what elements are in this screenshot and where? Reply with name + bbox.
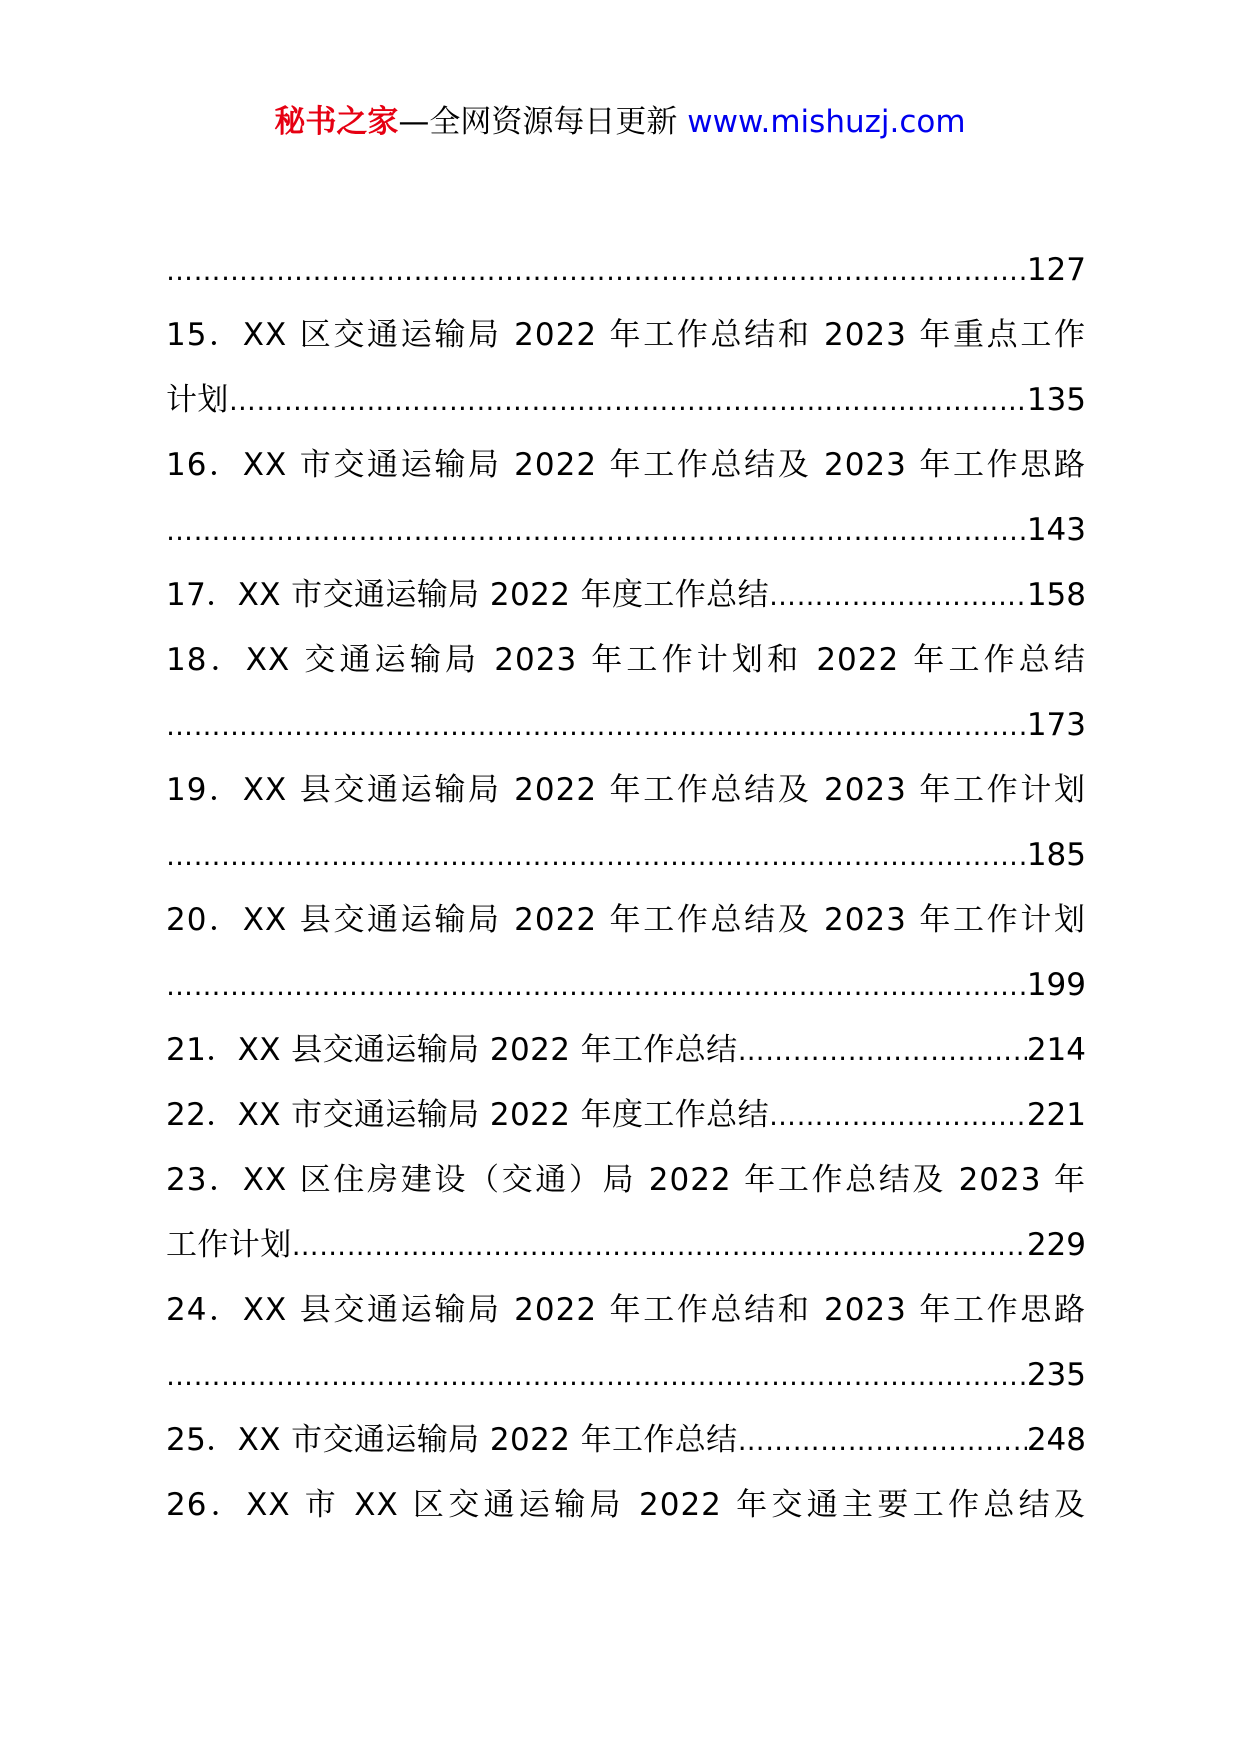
toc-line[interactable] bbox=[166, 888, 1086, 953]
toc-line[interactable] bbox=[166, 628, 1086, 693]
toc-line[interactable] bbox=[166, 1018, 1086, 1083]
dot-leader bbox=[292, 1214, 1027, 1279]
toc-line[interactable] bbox=[166, 368, 1086, 433]
toc-page-number: 199 bbox=[1026, 967, 1086, 1003]
toc-line[interactable] bbox=[166, 1213, 1086, 1278]
toc-entry-title: 16．XX 市交通运输局 2022 年工作总结及 2023 年工作思路 bbox=[166, 447, 1086, 483]
toc-page-number: 235 bbox=[1026, 1357, 1086, 1393]
toc-entry-title: 25．XX 市交通运输局 2022 年工作总结 bbox=[166, 1422, 738, 1458]
toc-page-number: 248 bbox=[1026, 1422, 1086, 1458]
toc-entry-title: 17．XX 市交通运输局 2022 年度工作总结 bbox=[166, 577, 769, 613]
toc-page-number: 221 bbox=[1026, 1097, 1086, 1133]
toc-line[interactable] bbox=[166, 1083, 1086, 1148]
dot-leader bbox=[166, 694, 1027, 759]
toc-line[interactable] bbox=[166, 238, 1086, 303]
toc-line[interactable] bbox=[166, 1343, 1086, 1408]
dot-leader bbox=[769, 564, 1027, 629]
toc-line[interactable] bbox=[166, 1473, 1086, 1538]
toc-line[interactable] bbox=[166, 823, 1086, 888]
toc-page-number: 158 bbox=[1026, 577, 1086, 613]
dot-leader bbox=[166, 824, 1027, 889]
table-of-contents bbox=[166, 238, 1086, 1538]
toc-line[interactable] bbox=[166, 563, 1086, 628]
dot-leader bbox=[166, 1344, 1027, 1409]
toc-line[interactable] bbox=[166, 693, 1086, 758]
dot-leader bbox=[738, 1019, 1027, 1084]
site-url-link[interactable]: www.mishuzj.com bbox=[687, 104, 966, 140]
toc-entry-title: 20．XX 县交通运输局 2022 年工作总结及 2023 年工作计划 bbox=[166, 902, 1086, 938]
page-header bbox=[0, 102, 1240, 142]
toc-page-number: 135 bbox=[1026, 382, 1086, 418]
toc-line[interactable] bbox=[166, 758, 1086, 823]
toc-line[interactable] bbox=[166, 1278, 1086, 1343]
toc-page-number: 229 bbox=[1026, 1227, 1086, 1263]
toc-page-number: 173 bbox=[1026, 707, 1086, 743]
dot-leader bbox=[229, 369, 1027, 434]
toc-page-number: 127 bbox=[1026, 252, 1086, 288]
toc-entry-title: 21．XX 县交通运输局 2022 年工作总结 bbox=[166, 1032, 738, 1068]
toc-entry-title: 22．XX 市交通运输局 2022 年度工作总结 bbox=[166, 1097, 769, 1133]
toc-line[interactable] bbox=[166, 303, 1086, 368]
dot-leader bbox=[166, 239, 1027, 304]
toc-entry-title: 15．XX 区交通运输局 2022 年工作总结和 2023 年重点工作 bbox=[166, 317, 1086, 353]
toc-page-number: 185 bbox=[1026, 837, 1086, 873]
toc-line[interactable] bbox=[166, 498, 1086, 563]
toc-line[interactable] bbox=[166, 433, 1086, 498]
toc-entry-title: 计划 bbox=[166, 382, 229, 418]
toc-entry-title: 工作计划 bbox=[166, 1227, 292, 1263]
toc-entry-title: 18．XX 交通运输局 2023 年工作计划和 2022 年工作总结 bbox=[166, 642, 1086, 678]
toc-page-number: 214 bbox=[1026, 1032, 1086, 1068]
dot-leader bbox=[166, 499, 1027, 564]
toc-line[interactable] bbox=[166, 953, 1086, 1018]
toc-page-number: 143 bbox=[1026, 512, 1086, 548]
dot-leader bbox=[769, 1084, 1027, 1149]
dot-leader bbox=[738, 1409, 1027, 1474]
brand-name: 秘书之家 bbox=[274, 104, 399, 140]
toc-entry-title: 19．XX 县交通运输局 2022 年工作总结及 2023 年工作计划 bbox=[166, 772, 1086, 808]
toc-entry-title: 26．XX 市 XX 区交通运输局 2022 年交通主要工作总结及 bbox=[166, 1487, 1086, 1523]
dot-leader bbox=[166, 954, 1027, 1019]
toc-line[interactable] bbox=[166, 1148, 1086, 1213]
toc-entry-title: 23．XX 区住房建设（交通）局 2022 年工作总结及 2023 年 bbox=[166, 1162, 1086, 1198]
header-tagline: —全网资源每日更新 bbox=[398, 104, 678, 140]
toc-entry-title: 24．XX 县交通运输局 2022 年工作总结和 2023 年工作思路 bbox=[166, 1292, 1086, 1328]
toc-line[interactable] bbox=[166, 1408, 1086, 1473]
